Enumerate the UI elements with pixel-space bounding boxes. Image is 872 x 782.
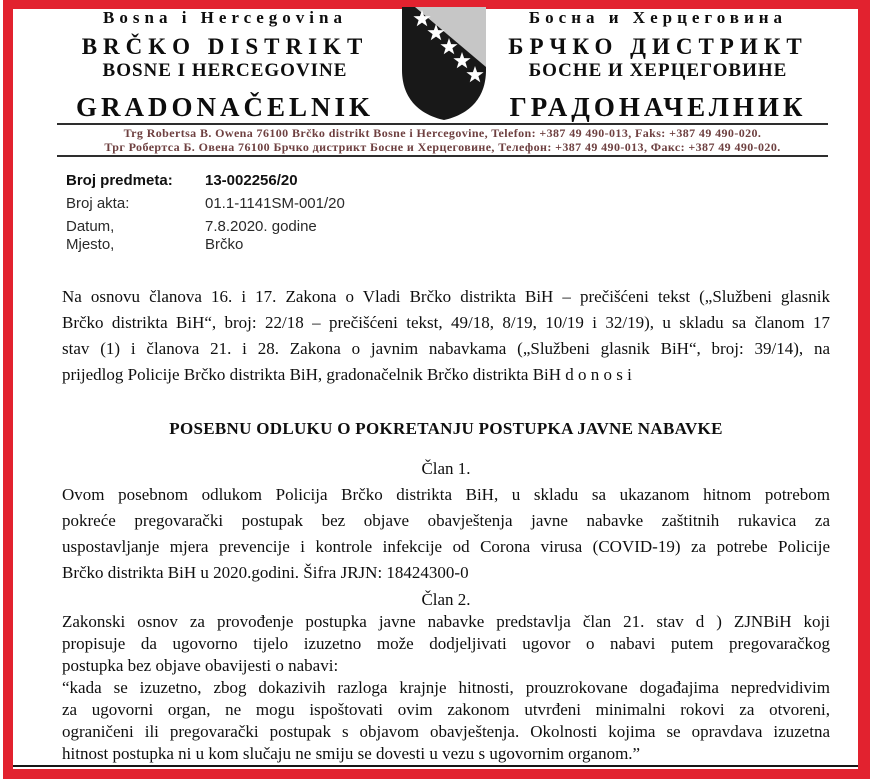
- office-name-latin: GRADONAČELNIK: [75, 92, 375, 122]
- letterhead-latin: [60, 6, 390, 123]
- address-block: [57, 126, 828, 154]
- scan-artifact-line: [13, 765, 858, 767]
- case-metadata: [66, 172, 486, 254]
- country-name-latin: Bosna i Hercegovina: [103, 8, 347, 27]
- intro-paragraph: [62, 284, 830, 388]
- text-line: ograničeni ili pregovarački postupak s objavom obavještenja. Okolnosti kojima se opravdava izuzetna: [62, 722, 830, 741]
- brcko-shield-icon: [398, 4, 490, 122]
- letterhead-cyrillic: [482, 6, 834, 123]
- place-row: [66, 236, 486, 254]
- address-line-latin: Trg Robertsa B. Owena 76100 Brčko distrikt Bosne i Hercegovine, Telefon: +387 49 490-013, Faks: +387 49 490-020.: [123, 126, 762, 140]
- text-line: prijedlog Policije Brčko distrikta BiH, gradonačelnik Brčko distrikta BiH d o n o s i: [62, 365, 632, 384]
- text-line: Na osnovu članova 16. i 17. Zakona o Vladi Brčko distrikta BiH – prečišćeni tekst („Službeni glasnik: [62, 287, 830, 306]
- document-body: [62, 284, 830, 765]
- article-2-quote: [62, 677, 830, 765]
- case-number-row: [66, 172, 486, 190]
- district-name2-cyrillic: БОСНЕ И ХЕРЦЕГОВИНЕ: [528, 60, 788, 81]
- act-number-label: Broj akta:: [66, 195, 130, 212]
- article-2-heading: Član 2.: [421, 590, 471, 609]
- date-label: Datum,: [66, 218, 115, 235]
- text-line: postupka bez objave obavijesti o nabavi:: [62, 656, 339, 675]
- district-name2-latin: BOSNE I HERCEGOVINE: [102, 60, 348, 81]
- place-value: Brčko: [205, 236, 244, 253]
- text-line: pokreće pregovarački postupak bez objave obavještenja javne nabavke zaštitnih rukavica za: [62, 511, 830, 530]
- date-value: 7.8.2020. godine: [205, 218, 317, 235]
- coat-of-arms: [398, 4, 490, 122]
- act-number-row: [66, 195, 486, 213]
- case-number-label: Broj predmeta:: [66, 172, 173, 189]
- article-1-heading: Član 1.: [421, 459, 471, 478]
- text-line: Brčko distrikta BiH u 2020.godini. Šifra JRJN: 18424300-0: [62, 563, 469, 582]
- text-line: Zakonski osnov za provođenje postupka javne nabavke predstavlja član 21. stav d ) ZJNBiH koji: [62, 612, 830, 631]
- text-line: “kada se izuzetno, zbog dokazivih razloga krajnje hitnosti, prouzrokovane događajima nepredvidivim: [62, 678, 830, 697]
- office-name-cyrillic: ГРАДОНАЧЕЛНИК: [509, 92, 807, 122]
- text-line: propisuje da ugovorno tijelo izuzetno može dodjeljivati ugovor o nabavi putem pregovaračkog: [62, 634, 830, 653]
- article-1-paragraph: [62, 482, 830, 586]
- text-line: hitnost postupka ni u kom slučaju ne smiju se dovesti u vezu s ugovornim organom.”: [62, 744, 641, 763]
- address-rule-bottom: [57, 155, 828, 157]
- text-line: za ugovorni organ, ne mogu ispoštovati ovim zakonom utvrđeni minimalni rokovi za otvoreni,: [62, 700, 830, 719]
- address-line-cyrillic: Трг Робертса Б. Овена 76100 Брчко дистрикт Босне и Херцеговине, Телефон: +387 49 490-013, Факс: +387 49 490-020.: [104, 140, 781, 154]
- act-number-value: 01.1-1141SM-001/20: [205, 195, 345, 212]
- place-label: Mjesto,: [66, 236, 115, 253]
- text-line: Ovom posebnom odlukom Policija Brčko distrikta BiH, u skladu sa ukazanom hitnom potrebom: [62, 485, 830, 504]
- country-name-cyrillic: Босна и Херцеговина: [528, 8, 788, 27]
- article-2-paragraph: [62, 611, 830, 677]
- document-title: POSEBNU ODLUKU O POKRETANJU POSTUPKA JAVNE NABAVKE: [169, 419, 723, 438]
- address-rule-top: [57, 123, 828, 125]
- date-row: [66, 218, 486, 236]
- text-line: stav (1) i članova 21. i 28. Zakona o javnim nabavkama („Službeni glasnik BiH“, broj: 39/14), na: [62, 339, 830, 358]
- district-name-cyrillic: БРЧКО ДИСТРИКТ: [508, 34, 808, 59]
- case-number-value: 13-002256/20: [205, 172, 298, 189]
- text-line: uspostavljanje mjera prevencije i kontrole infekcije od Corona virusa (COVID-19) za potrebe Policije: [62, 537, 830, 556]
- text-line: Brčko distrikta BiH“, broj: 22/18 – prečišćeni tekst, 49/18, 8/19, 10/19 i 32/19), u skladu sa članom 17: [62, 313, 830, 332]
- district-name-latin: BRČKO DISTRIKT: [81, 34, 369, 59]
